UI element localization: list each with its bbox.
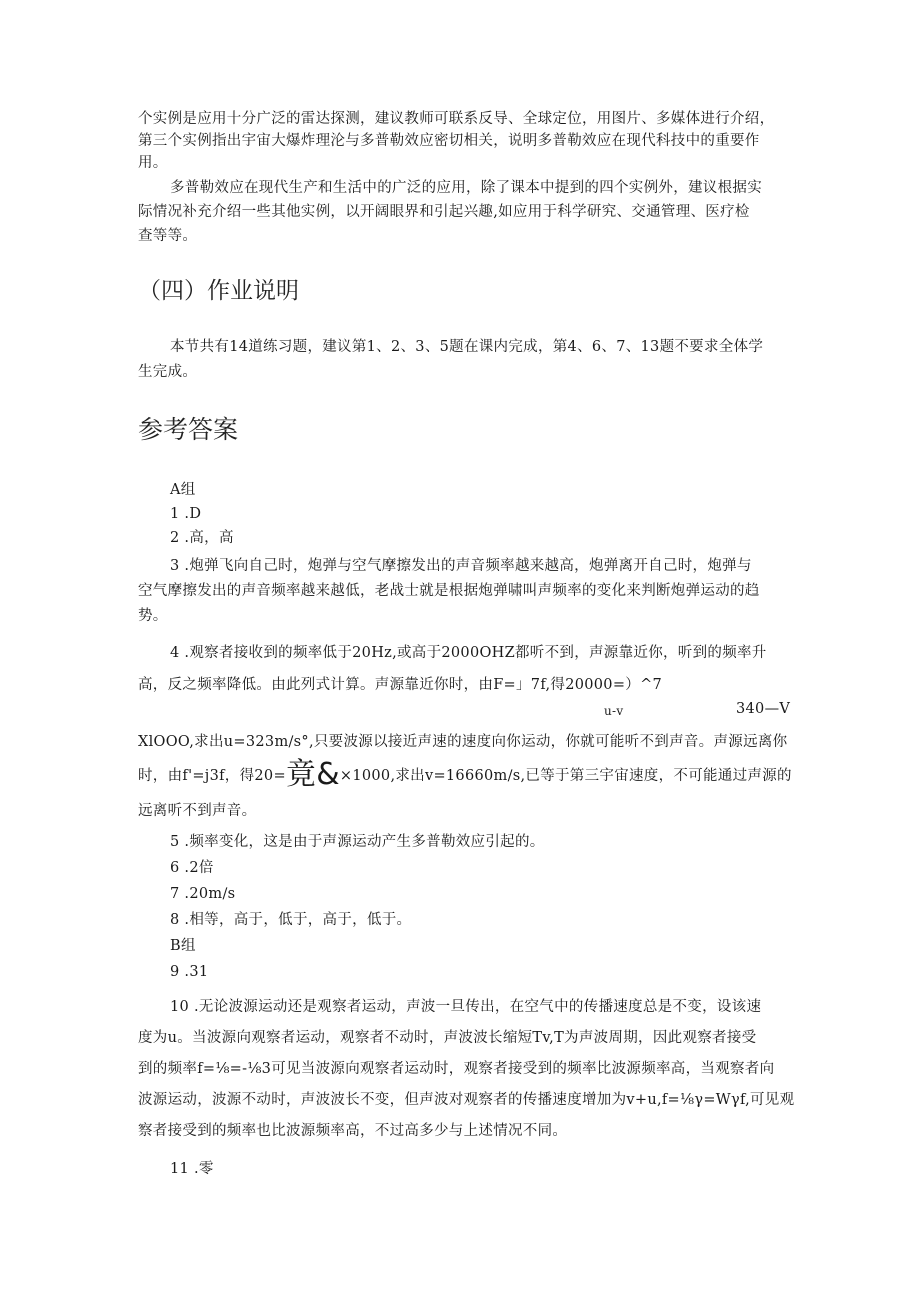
answer-4-line2: 高，反之频率降低。由此列式计算。声源靠近你时，由F=」7f,得20000=）^7 [138,677,663,693]
answers-heading: 参考答案 [138,415,239,444]
intro-para1-line2: 第三个实例指出宇宙大爆炸理沦与多普勒效应密切相关，说明多普勒效应在现代科技中的重要作 [138,133,760,149]
intro-para2-line3: 查等等。 [138,228,198,244]
intro-para2-line2: 际情况补充介绍一些其他实例，以开阔眼界和引起兴趣,如应用于科学研究、交通管理、医疗检 [138,204,750,220]
answer-4-line5: 远离听不到声音。 [138,803,257,819]
homework-line1: 本节共有14道练习题，建议第1、2、3、5题在课内完成，第4、6、7、13题不要求全体学 [170,339,764,355]
answer-5: 5 .频率变化，这是由于声源运动产生多普勒效应引起的。 [170,834,545,850]
intro-para2-line1: 多普勒效应在现代生产和生活中的广泛的应用，除了课本中提到的四个实例外，建议根据实 [170,180,762,196]
answer-4-line4-prefix: 时，由f'=j3f，得20= [138,768,286,784]
answer-4-line4 [138,757,792,792]
answer-3-line2: 空气摩擦发出的声音频率越来越低，老战士就是根据炮弹啸叫声频率的变化来判断炮弹运动的趋 [138,583,760,599]
answer-3-line1: 3 .炮弹飞向自己时，炮弹与空气摩擦发出的声音频率越来越高，炮弹离开自己时，炮弹与 [170,558,752,574]
answer-1: 1 .D [170,506,202,522]
section-homework-heading: （四）作业说明 [138,278,299,304]
answer-4-line4-garbled-formula: 竟& [285,757,340,792]
answer-6: 6 .2倍 [170,860,214,876]
answer-10-line4: 波源运动，波源不动时，声波波长不变，但声波对观察者的传播速度增加为v+u,f=⅛γ=Wγf,可见观 [138,1092,795,1108]
answer-4-fraction-denominator-340: 340—V [736,701,791,717]
homework-line2: 生完成。 [138,364,198,380]
answer-10-line3: 到的频率f=⅛=-⅛3可见当波源向观察者运动时，观察者接受到的频率比波源频率高，当观察者向 [138,1061,775,1077]
group-b-label: B组 [170,938,196,954]
answer-10-line1: 10 .无论波源运动还是观察者运动，声波一旦传出，在空气中的传播速度总是不变，设该速 [170,999,762,1015]
answer-4-line1: 4 .观察者接收到的频率低于20Hz,或高于2000OHZ都听不到，声源靠近你，听到的频率升 [170,645,767,661]
answer-7: 7 .20m∕s [170,886,236,902]
answer-4-line3: XlOOO,求出u=323m∕s°,只要波源以接近声速的速度向你运动，你就可能听不到声音。声源远离你 [138,734,788,750]
intro-para1-line3: 用。 [138,155,168,171]
answer-8: 8 .相等，高于，低于，高于，低于。 [170,912,412,928]
answer-4-fraction-denominator-uv: u-v [604,704,624,718]
answer-11: 11 .零 [170,1161,214,1177]
intro-para1-line1: 个实例是应用十分广泛的雷达探测，建议教师可联系反导、全球定位，用图片、多媒体进行介绍， [138,111,775,127]
answer-9: 9 .31 [170,964,209,980]
answer-2: 2 .高，高 [170,530,234,546]
group-a-label: A组 [170,482,196,498]
answer-10-line2: 度为u。当波源向观察者运动，观察者不动时，声波波长缩短Tv,T为声波周期，因此观察者接受 [138,1030,757,1046]
answer-3-line3: 势。 [138,608,168,624]
answer-4-line4-suffix: ×1000,求出v=16660m∕s,已等于第三宇宙速度，不可能通过声源的 [339,768,792,784]
answer-10-line5: 察者接受到的频率也比波源频率高，不过高多少与上述情况不同。 [138,1123,568,1139]
